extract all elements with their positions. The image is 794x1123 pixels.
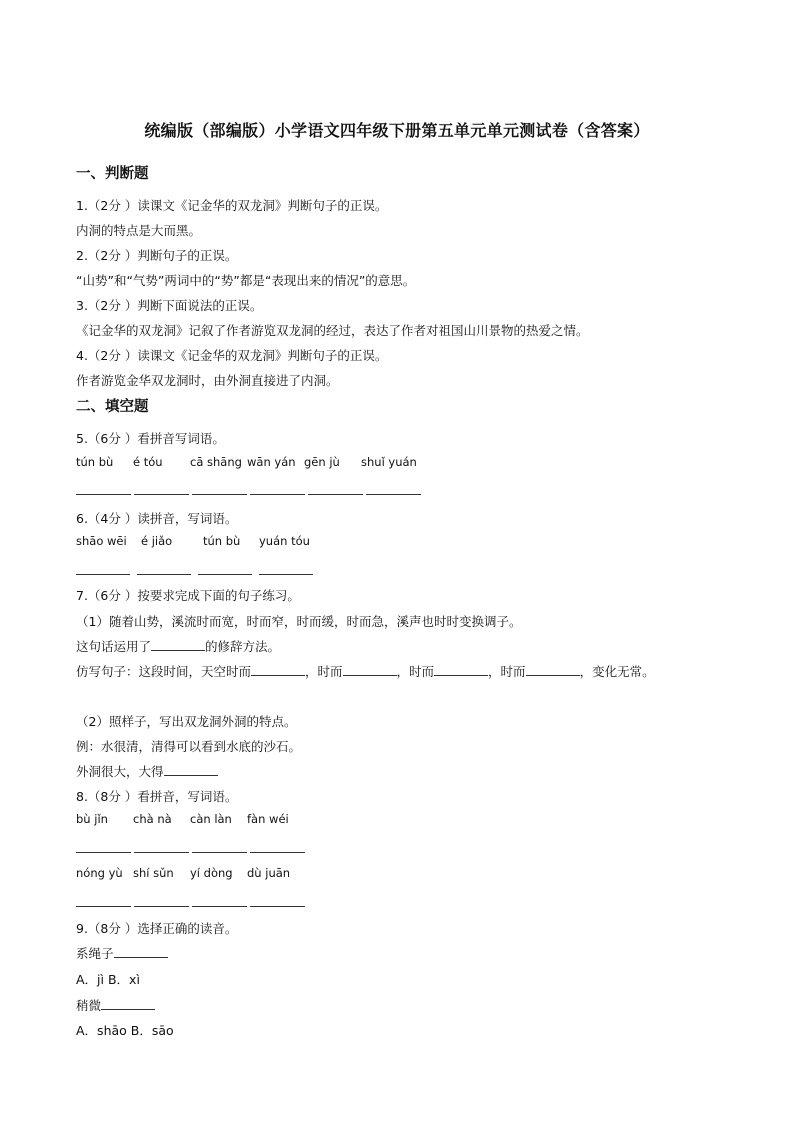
answer-blank[interactable] — [76, 852, 131, 853]
answer-blank[interactable] — [192, 494, 247, 495]
question-2-statement: “山势”和“气势”两词中的“势”都是“表现出来的情况”的意思。 — [76, 273, 416, 288]
pinyin-item: càn làn — [190, 812, 232, 826]
section-heading-judgement: 一、判断题 — [76, 166, 149, 182]
page-title: 统编版（部编版）小学语文四年级下册第五单元单元测试卷（含答案） — [144, 121, 650, 140]
answer-blank[interactable] — [526, 663, 580, 676]
question-6-pinyin-row — [76, 534, 310, 548]
text: ，时而 — [305, 664, 343, 679]
answer-blank[interactable] — [250, 906, 305, 907]
answer-blank[interactable] — [76, 906, 131, 907]
question-6-stem: 6.（4分 ）读拼音，写词语。 — [76, 511, 238, 526]
pinyin-item: shāo wēi — [76, 534, 127, 548]
question-9-item-2 — [76, 996, 155, 1014]
question-9-item-1 — [76, 944, 168, 962]
answer-blank[interactable] — [259, 574, 313, 575]
pinyin-item: dù juān — [247, 866, 291, 880]
text: 的修辞方法。 — [205, 639, 281, 654]
answer-blank[interactable] — [343, 663, 397, 676]
answer-blank[interactable] — [251, 663, 305, 676]
pinyin-item: tún bù — [203, 534, 241, 548]
text: 系绳子 — [76, 946, 114, 961]
question-5-stem: 5.（6分 ）看拼音写词语。 — [76, 431, 225, 446]
text: ，时而 — [396, 664, 435, 679]
pinyin-item: bù jǐn — [76, 812, 108, 826]
question-3-statement: 《记金华的双龙洞》记叙了作者游览双龙洞的经过，表达了作者对祖国山川景物的热爱之情。 — [76, 323, 589, 338]
answer-blank[interactable] — [250, 852, 305, 853]
pinyin-item: fàn wéi — [247, 812, 289, 826]
answer-blank[interactable] — [101, 997, 155, 1010]
answer-blank[interactable] — [76, 574, 130, 575]
answer-blank[interactable] — [114, 945, 168, 958]
pinyin-item: tún bù — [76, 455, 114, 469]
answer-blank[interactable] — [308, 494, 363, 495]
question-5-pinyin-row — [76, 455, 417, 469]
question-3-stem: 3.（2分 ）判断下面说法的正误。 — [76, 298, 263, 313]
question-4-stem: 4.（2分 ）读课文《记金华的双龙洞》判断句子的正误。 — [76, 348, 388, 363]
answer-blank[interactable] — [192, 852, 247, 853]
pinyin-item: nóng yù — [76, 866, 123, 880]
question-9-options-1: A．jì B．xì — [76, 972, 140, 987]
question-8-pinyin-row-2 — [76, 866, 290, 880]
question-8-pinyin-row-1 — [76, 812, 289, 826]
pinyin-item: é jiǎo — [141, 534, 173, 548]
question-9-stem: 9.（8分 ）选择正确的读音。 — [76, 921, 238, 936]
pinyin-item: chà nà — [133, 812, 172, 826]
answer-blank[interactable] — [250, 494, 305, 495]
answer-blank[interactable] — [76, 494, 131, 495]
question-8-stem: 8.（8分 ）看拼音，写词语。 — [76, 789, 238, 804]
question-7-part2: （2）照样子，写出双龙洞外洞的特点。 — [76, 714, 297, 729]
pinyin-item: cā shāng — [190, 455, 242, 469]
question-9-options-2: A．shāo B．sāo — [76, 1023, 174, 1038]
question-7-part1: （1）随着山势，溪流时而宽，时而窄，时而缓，时而急，溪声也时时变换调子。 — [76, 614, 522, 629]
pinyin-item: shí sǔn — [133, 866, 174, 880]
question-7-imitation-line — [76, 662, 655, 680]
question-7-rhetoric-line — [76, 637, 280, 655]
pinyin-item: shuǐ yuán — [361, 455, 417, 469]
question-7-cave-line — [76, 762, 218, 780]
answer-blank[interactable] — [434, 663, 488, 676]
answer-blank[interactable] — [164, 763, 218, 776]
answer-blank[interactable] — [198, 574, 252, 575]
answer-blank[interactable] — [134, 906, 189, 907]
answer-blank[interactable] — [134, 852, 189, 853]
question-1-statement: 内洞的特点是大而黑。 — [76, 223, 202, 238]
question-7-stem: 7.（6分 ）按要求完成下面的句子练习。 — [76, 588, 300, 603]
question-2-stem: 2.（2分 ）判断句子的正误。 — [76, 248, 238, 263]
question-1-stem: 1.（2分 ）读课文《记金华的双龙洞》判断句子的正误。 — [76, 198, 388, 213]
text: ，时而 — [488, 664, 526, 679]
question-4-statement: 作者游览金华双龙洞时，由外洞直接进了内洞。 — [76, 373, 339, 388]
text: 稍微 — [76, 998, 102, 1013]
pinyin-item: yuán tóu — [259, 534, 310, 548]
text: 这句话运用了 — [76, 639, 152, 654]
answer-blank[interactable] — [151, 638, 205, 651]
pinyin-item: é tóu — [133, 455, 163, 469]
question-7-example: 例：水很清，清得可以看到水底的沙石。 — [76, 739, 302, 754]
answer-blank[interactable] — [366, 494, 421, 495]
answer-blank[interactable] — [192, 906, 247, 907]
pinyin-item: wān yán — [247, 455, 296, 469]
pinyin-item: yí dòng — [190, 866, 233, 880]
answer-blank[interactable] — [134, 494, 189, 495]
pinyin-item: gēn jù — [304, 455, 340, 469]
text: 仿写句子：这段时间，天空时而 — [76, 664, 252, 679]
answer-blank[interactable] — [137, 574, 191, 575]
text: ，变化无常。 — [579, 664, 655, 679]
section-heading-fill-blank: 二、填空题 — [76, 399, 149, 415]
text: 外洞很大，大得 — [76, 764, 164, 779]
